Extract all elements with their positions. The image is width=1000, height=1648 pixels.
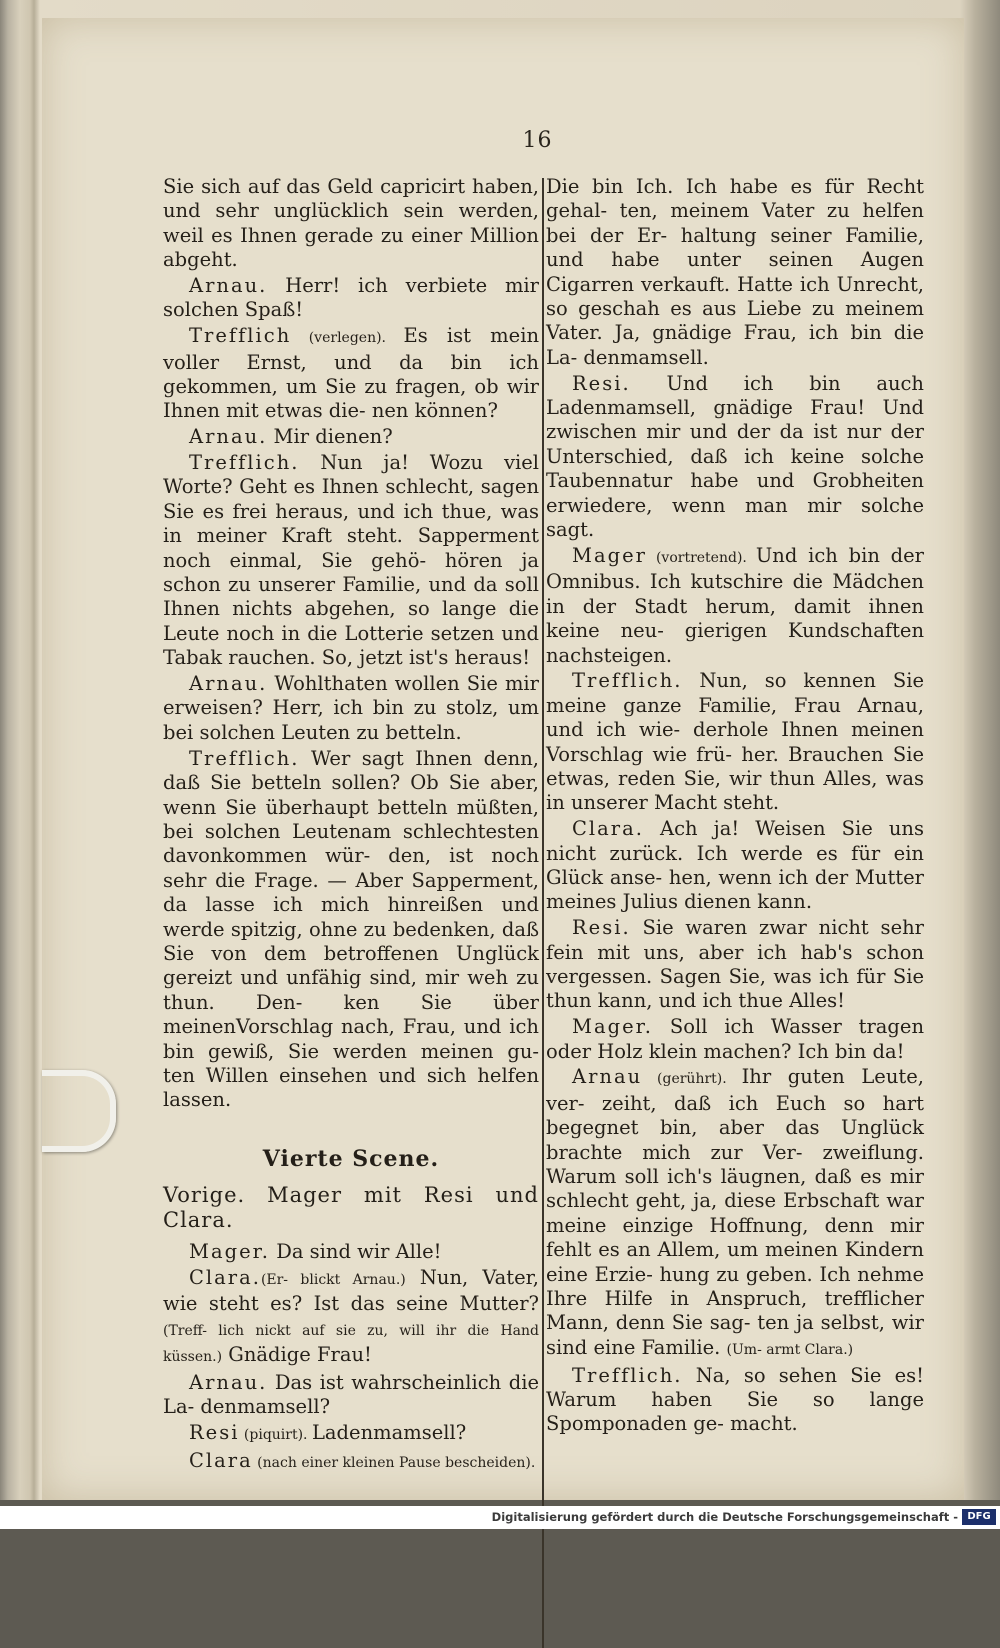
dialogue-text: Ist das seine Mutter? — [313, 1292, 539, 1316]
stage-direction: (Um- armt Clara.) — [726, 1341, 854, 1358]
left-column — [163, 175, 539, 1477]
speaker-name: Trefflich. — [572, 1363, 683, 1387]
column-rule — [542, 178, 544, 1648]
dialogue-text: Es ist mein voller Ernst, und da bin ich gekommen, um Sie zu fragen, ob wir Ihnen mit etwas die- nen können? — [163, 324, 539, 423]
speaker-name: Resi — [189, 1421, 240, 1445]
dfg-logo-icon: DFG — [962, 1509, 996, 1525]
paragraph — [163, 324, 539, 424]
funding-note: Digitalisierung gefördert durch die Deutsche Forschungsgemeinschaft - — [491, 1510, 958, 1524]
dialogue-text: Und ich bin der Omnibus. Ich kutschire die Mädchen in der Stadt herum, damit ihnen keine neu- gierigen Kundschaften nachsteigen. — [546, 543, 924, 667]
dialogue-text: Die bin Ich. Ich habe es für Recht gehal- ten, meinem Vater zu helfen bei der Er- haltung seiner Familie, und habe unter seinen Augen Cigarren verkauft. Hatte ich Unrecht, so geschah es aus Liebe zu meinem Vater. Ja, gnädige Frau, ich bin die La- denmamsell. — [546, 175, 924, 369]
dialogue-text: Na, so sehen Sie es! Warum haben Sie so lange Spomponaden ge- macht. — [546, 1363, 924, 1436]
paragraph — [163, 747, 539, 1113]
speaker-name: Resi. — [572, 371, 631, 395]
stage-direction: (Treff- lich nickt auf sie zu, will ihr die Hand küssen.) — [163, 1322, 539, 1366]
paragraph — [546, 372, 924, 543]
dialogue-text: Ladenmamsell? — [311, 1421, 467, 1445]
speaker-name: Mager. — [189, 1240, 270, 1263]
speaker-name: Arnau — [572, 1065, 643, 1089]
speaker-name: Arnau. — [189, 274, 268, 298]
paragraph — [546, 669, 924, 815]
speaker-name: Clara — [189, 1448, 253, 1472]
speaker-name: Trefflich. — [189, 746, 300, 770]
paragraph — [163, 175, 539, 273]
stage-direction: (verlegen). — [291, 330, 404, 347]
speaker-name: Trefflich — [189, 324, 292, 348]
stage-direction: (gerührt). — [642, 1071, 742, 1088]
paragraph — [163, 451, 539, 671]
paragraph — [546, 1065, 924, 1362]
speaker-name: Mager. — [572, 1015, 653, 1039]
speaker-name: Mager — [572, 543, 647, 567]
dialogue-text: Und ich bin auch Ladenmamsell, gnädige Frau! Und zwischen mir und der da ist nur der Unterschied, daß ich keine solche Taubennatur habe und Grobheiten erwiedere, wenn man mir solche sagt. — [546, 371, 924, 542]
speaker-name: Trefflich. — [572, 669, 683, 693]
dialogue-text: Soll ich Wasser tragen oder Holz klein machen? Ich bin da! — [546, 1015, 924, 1063]
dialogue-text: Nun, so kennen Sie meine ganze Familie, Frau Arnau, und ich wie- derhole Ihnen meinen Vorschlag wie frü- her. Brauchen Sie etwas, reden Sie, wir thun Alles, was in unserer Macht steht. — [546, 669, 924, 815]
speaker-name: Clara. — [189, 1265, 261, 1289]
stage-direction: (piquirt). — [239, 1427, 312, 1444]
right-column — [546, 175, 924, 1438]
paragraph — [546, 544, 924, 668]
dialogue-text: Gnädige Frau! — [222, 1343, 372, 1367]
cast-line: Vorige. Mager mit Resi und Clara. — [163, 1183, 539, 1232]
dialogue-text: Nun, Vater, wie steht es? — [163, 1265, 540, 1316]
paragraph — [163, 1240, 539, 1264]
dialogue-text: Sie sich auf das Geld capricirt haben, und sehr unglücklich sein werden, weil es Ihnen gerade zu einer Million abgeht. — [163, 175, 539, 272]
stage-direction: (nach einer kleinen Pause bescheiden). — [252, 1454, 536, 1471]
paragraph — [163, 425, 539, 449]
paragraph — [163, 1371, 539, 1420]
paragraph — [163, 672, 539, 745]
paragraph — [546, 1364, 924, 1437]
paragraph — [163, 274, 539, 323]
dialogue-text: Ach ja! Weisen Sie uns nicht zurück. Ich werde es für ein Glück anse- hen, wenn ich der Mutter meines Julius dienen kann. — [546, 817, 924, 914]
paragraph — [546, 175, 924, 370]
speaker-name: Resi. — [572, 916, 631, 940]
paragraph — [163, 1421, 539, 1447]
speaker-name: Clara. — [572, 817, 644, 841]
dialogue-text: Herr! ich verbiete mir solchen Spaß! — [163, 274, 539, 322]
speaker-name: Arnau. — [189, 1370, 268, 1394]
paragraph — [546, 817, 924, 915]
speaker-name: Arnau. — [189, 425, 268, 449]
speaker-name: Arnau. — [189, 672, 268, 696]
footer-bar — [0, 1506, 1000, 1529]
dialogue-text: Wer sagt Ihnen denn, daß Sie betteln sollen? Ob Sie aber, wenn Sie überhaupt betteln müßten, bei solchen Leutenam schlechtesten davonkommen wür- den, ist noch sehr die Frage. — Aber Sapperment, da lasse ich mich hinreißen und werde spitzig, ohne zu bedenken, daß Sie von dem betroffenen Unglück gereizt und unfähig sind, mir weh zu thun. Den- ken Sie über meinenVorschlag nach, Frau, und ich bin gewiß, Sie werden meinen gu- ten Willen einsehen und sich helfen lassen. — [163, 746, 539, 1112]
paragraph — [546, 1015, 924, 1064]
dialogue-text: Sie waren zwar nicht sehr fein mit uns, aber ich hab's schon vergessen. Sagen Sie, was ich für Sie thun kann, und ich thue Alles! — [546, 916, 924, 1013]
paragraph — [163, 1266, 539, 1370]
dialogue-text: Da sind wir Alle! — [270, 1240, 442, 1263]
scene-heading: Vierte Scene. — [262, 1145, 440, 1172]
paragraph — [546, 916, 924, 1014]
page-number: 16 — [522, 128, 553, 153]
stage-direction: (vortretend). — [646, 549, 756, 566]
speaker-name: Trefflich. — [189, 451, 300, 475]
dialogue-text: Das ist wahrscheinlich die La- denmamsell? — [163, 1370, 539, 1419]
paragraph — [163, 1449, 539, 1475]
dialogue-text: Nun ja! Wozu viel Worte? Geht es Ihnen schlecht, sagen Sie es frei heraus, und ich thue, was in meiner Kraft steht. Sapperment noch einmal, Sie gehö- hören ja schon zu unserer Familie, und da soll Ihnen nichts abgehen, so lange die Leute noch in die Lotterie setzen und Tabak rauchen. So, jetzt ist's heraus! — [163, 451, 539, 670]
dialogue-text: Ihr guten Leute, ver- zeiht, daß ich Euch so hart begegnet bin, aber das Unglück brachte mich zur Ver- zweiflung. Warum soll ich's läugnen, daß es mir schlecht geht, ja, diese Erbschaft war meine einzige Hoffnung, denn mir fehlt es an Allem, um meinen Kindern eine Erzie- hung zu geben. Ich nehme Ihre Hilfe in Anspruch, trefflicher Mann, denn Sie sag- ten ja selbst, wir sind eine Familie. — [546, 1065, 924, 1359]
dialogue-text: Mir dienen? — [267, 425, 393, 449]
stage-direction: (Er- blickt Arnau.) — [260, 1271, 406, 1288]
dialogue-text: Wohlthaten wollen Sie mir erweisen? Herr, ich bin zu stolz, um bei solchen Leuten zu betteln. — [163, 672, 539, 744]
paper-clip — [42, 1070, 116, 1152]
